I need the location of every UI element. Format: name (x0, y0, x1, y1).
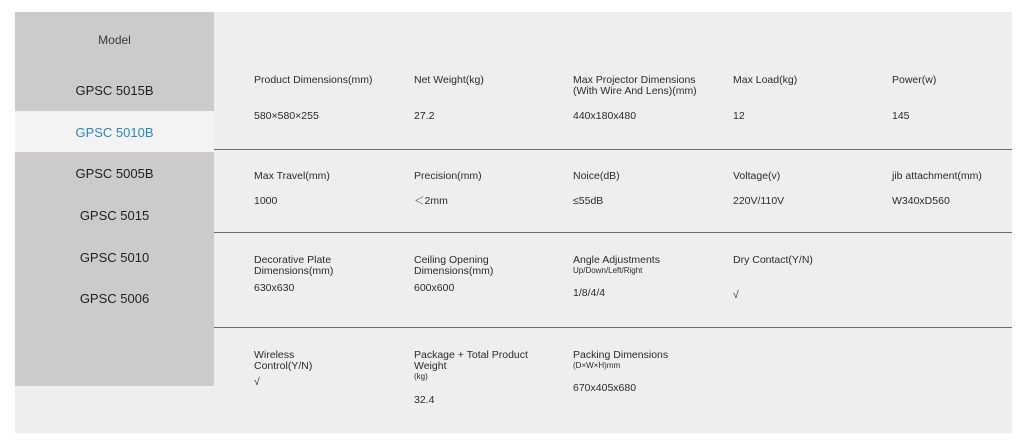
spec-value-wireless-control: √ (254, 376, 260, 388)
spec-value-max-projector-dimensions: 440x180x480 (573, 110, 637, 122)
model-sidebar (15, 12, 214, 386)
spec-value-angle-adjustments: 1/8/4/4 (573, 287, 606, 299)
row-divider (214, 327, 1012, 328)
spec-value-max-travel: 1000 (254, 195, 278, 207)
sidebar-item-gpsc-5010[interactable]: GPSC 5010 (79, 250, 150, 265)
spec-label-line: Wireless (254, 349, 295, 361)
spec-label-line: Max Projector Dimensions (573, 74, 696, 86)
row-divider (214, 149, 1012, 150)
spec-label-line: Decorative Plate (254, 254, 332, 266)
spec-label-angle-adjustments (573, 255, 660, 275)
spec-label-net-weight: Net Weight(kg) (414, 74, 484, 86)
spec-label-max-load: Max Load(kg) (733, 74, 798, 86)
spec-label-line: Angle Adjustments (573, 254, 660, 266)
sidebar-item-gpsc-5010b[interactable]: GPSC 5010B (75, 125, 154, 140)
spec-label-sub: (D×W×H)mm (573, 361, 621, 370)
spec-label-line: Weight (414, 360, 447, 372)
sidebar-item-gpsc-5015[interactable]: GPSC 5015 (79, 208, 150, 223)
spec-value-net-weight: 27.2 (414, 110, 435, 122)
spec-label-package-weight (414, 350, 528, 381)
spec-label-jib-attachment: jib attachment(mm) (892, 170, 982, 182)
sidebar-header: Model (98, 33, 131, 47)
spec-value-packing-dimensions: 670x405x680 (573, 382, 637, 394)
spec-label-max-travel: Max Travel(mm) (254, 170, 330, 182)
spec-value-decorative-plate: 630x630 (254, 282, 295, 294)
spec-value-ceiling-opening: 600x600 (414, 282, 455, 294)
spec-label-product-dimensions: Product Dimensions(mm) (254, 74, 373, 86)
spec-label-precision: Precision(mm) (414, 170, 482, 182)
spec-label-line: Dimensions(mm) (414, 265, 494, 277)
spec-label-line: Dimensions(mm) (254, 265, 334, 277)
spec-label-dry-contact: Dry Contact(Y/N) (733, 254, 813, 266)
sidebar-item-gpsc-5005b[interactable]: GPSC 5005B (75, 166, 154, 181)
spec-label-max-projector-dimensions (573, 75, 697, 97)
spec-value-jib-attachment: W340xD560 (892, 195, 950, 207)
spec-label-line: (With Wire And Lens)(mm) (573, 85, 697, 97)
sidebar-item-gpsc-5006[interactable]: GPSC 5006 (79, 291, 150, 306)
spec-label-ceiling-opening (414, 255, 493, 277)
spec-label-line: Packing Dimensions (573, 349, 669, 361)
spec-value-precision: ＜2mm (414, 195, 448, 207)
spec-label-sub: Up/Down/Left/Right (573, 266, 643, 275)
spec-value-product-dimensions: 580×580×255 (254, 110, 319, 122)
spec-label-noise: Noice(dB) (573, 170, 620, 182)
spec-value-package-weight: 32.4 (414, 394, 435, 406)
spec-value-max-load: 12 (733, 110, 745, 122)
spec-label-wireless-control (254, 350, 312, 372)
spec-label-line: Control(Y/N) (254, 360, 313, 372)
spec-label-decorative-plate (254, 255, 333, 277)
spec-label-line: Ceiling Opening (414, 254, 489, 266)
spec-label-line: Package + Total Product (414, 349, 528, 361)
spec-value-dry-contact: √ (733, 289, 739, 301)
spec-value-power: 145 (892, 110, 910, 122)
sidebar-item-gpsc-5015b[interactable]: GPSC 5015B (75, 83, 154, 98)
spec-label-voltage: Voltage(v) (733, 170, 781, 182)
spec-label-packing-dimensions (573, 350, 668, 370)
spec-value-noise: ≤55dB (573, 195, 604, 207)
spec-value-voltage: 220V/110V (733, 195, 785, 207)
spec-label-power: Power(w) (892, 74, 937, 86)
row-divider (214, 232, 1012, 233)
spec-label-sub: (kg) (414, 372, 428, 381)
